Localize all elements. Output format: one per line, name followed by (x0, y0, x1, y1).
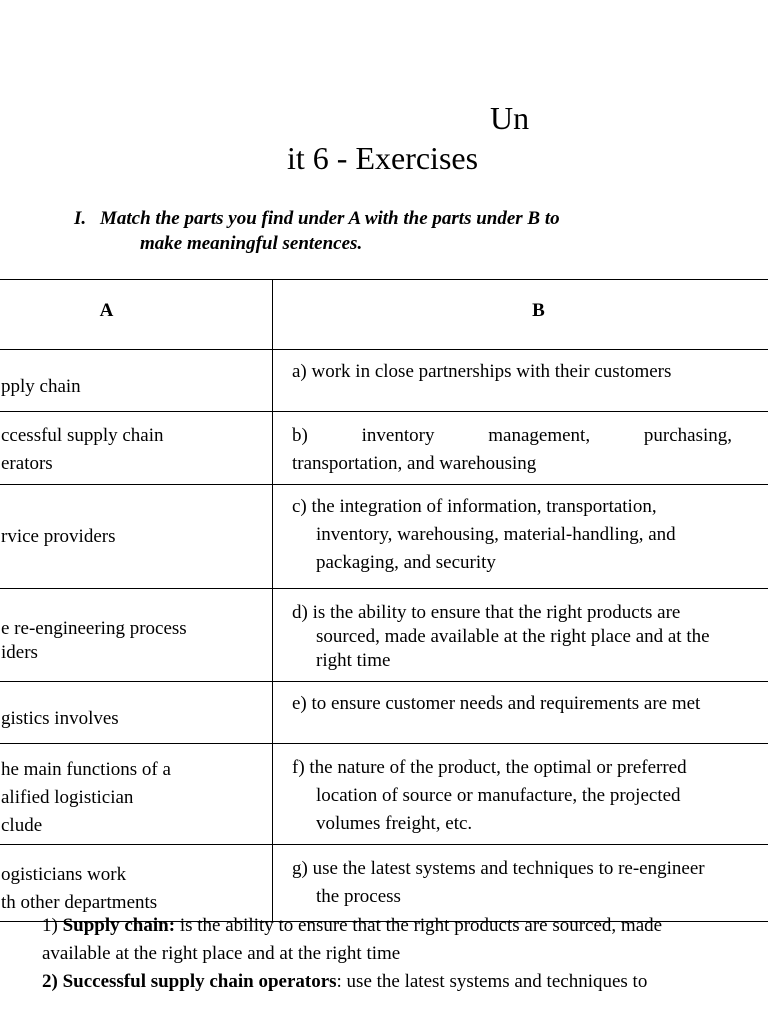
instruction (74, 206, 674, 256)
cell-a: gistics involves (0, 682, 273, 744)
answer-2: 2) Successful supply chain operators: use the latest systems and techniques to (42, 971, 648, 992)
cell-b: b) inventory management, purchasing, transportation, and warehousing (273, 412, 768, 485)
cell-a: he main functions of a alified logistician clude (0, 744, 273, 845)
answer-1-label: Supply chain: (62, 915, 176, 936)
table-row (0, 845, 768, 922)
answer-1: 1) Supply chain: is the ability to ensure that the right products are sourced, made (42, 915, 663, 936)
cell-a: ccessful supply chain erators (0, 412, 273, 485)
table-row (0, 682, 768, 744)
instruction-line-2: make meaningful sentences. (140, 233, 363, 254)
answer-1-continuation: available at the right place and at the right time (42, 943, 401, 964)
column-a-header: A (0, 280, 273, 350)
cell-a: e re-engineering process iders (0, 589, 273, 682)
column-b-header: B (273, 280, 768, 350)
table-row (0, 350, 768, 412)
table-row (0, 485, 768, 589)
instruction-number: I. (74, 208, 87, 229)
table-header-row (0, 280, 768, 350)
instruction-line-1: Match the parts you find under A with the parts under B to (100, 208, 560, 229)
cell-a: pply chain (0, 350, 273, 412)
matching-table (0, 279, 768, 922)
cell-b: e) to ensure customer needs and requirements are met (273, 682, 768, 744)
table-row (0, 589, 768, 682)
cell-b: d) is the ability to ensure that the right products are sourced, made available at the right place and at the right time (273, 589, 768, 682)
answers (42, 912, 762, 996)
cell-b: f) the nature of the product, the optimal or preferred location of source or manufacture, the projected volumes freight, etc. (273, 744, 768, 845)
answer-2-label: 2) Successful supply chain operators (42, 971, 337, 992)
title-part-1: Un (490, 100, 530, 136)
cell-a: rvice providers (0, 485, 273, 589)
table-row (0, 412, 768, 485)
cell-a: ogisticians work th other departments (0, 845, 273, 922)
title-part-2: it 6 - Exercises (287, 140, 479, 176)
cell-b: c) the integration of information, transportation, inventory, warehousing, material-handling, and packaging, and security (273, 485, 768, 589)
cell-b: g) use the latest systems and techniques to re-engineer the process (273, 845, 768, 922)
table-row (0, 744, 768, 845)
cell-b: a) work in close partnerships with their customers (273, 350, 768, 412)
